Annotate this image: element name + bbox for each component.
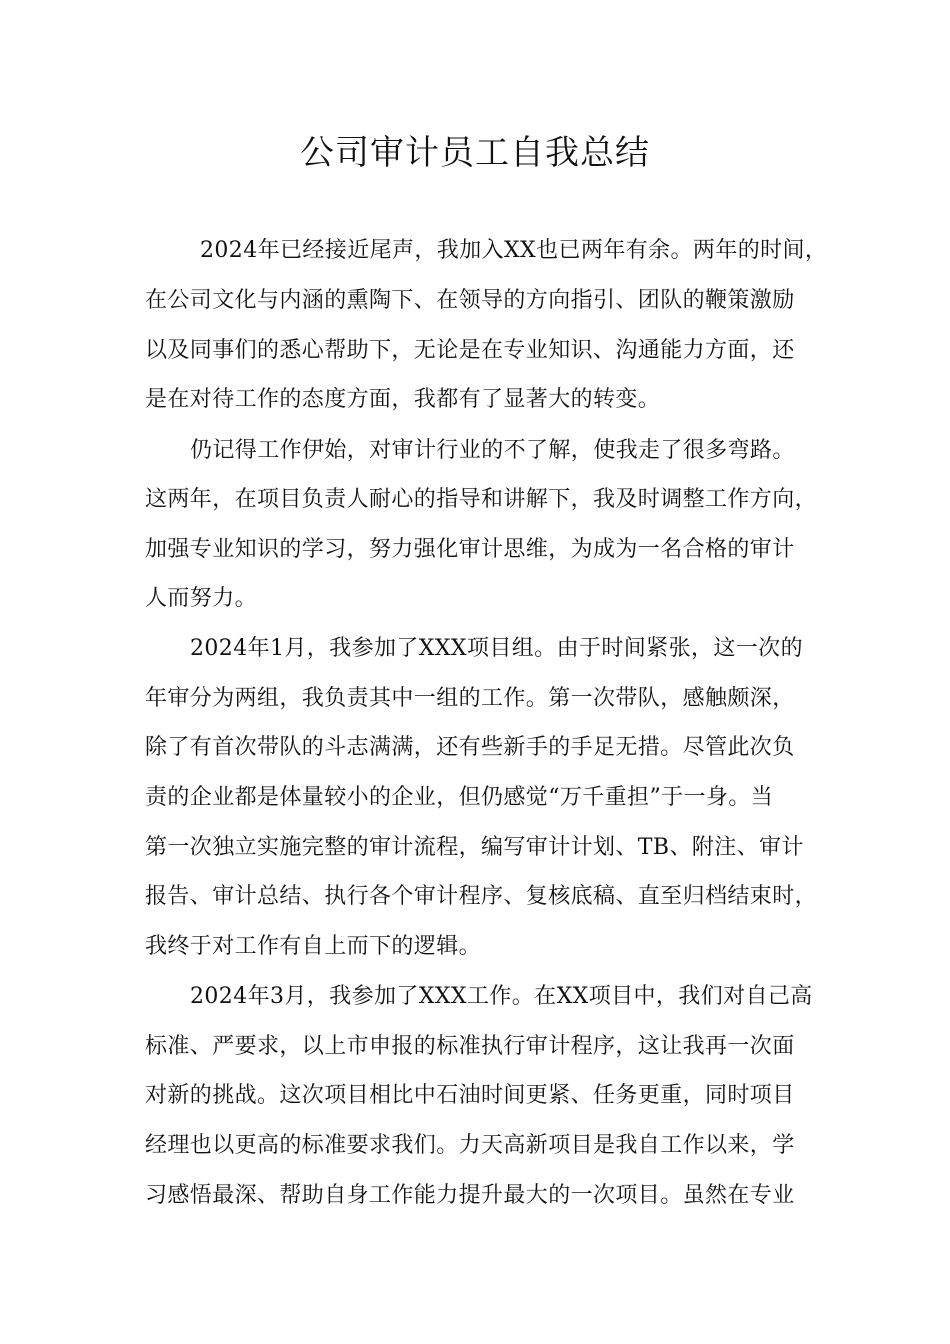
- paragraph-line: 在公司文化与内涵的熏陶下、在领导的方向指引、团队的鞭策激励: [145, 288, 795, 313]
- paragraph-line: 人而努力。: [145, 586, 258, 611]
- paragraph-line: 2024年3月，我参加了XXX工作。在XX项目中，我们对自己高: [190, 984, 813, 1009]
- paragraph-line: 加强专业知识的学习，努力强化审计思维，为成为一名合格的审计: [145, 537, 795, 562]
- paragraph-line: 习感悟最深、帮助自身工作能力提升最大的一次项目。虽然在专业: [145, 1183, 795, 1208]
- paragraph-line: 经理也以更高的标准要求我们。力天高新项目是我自工作以来，学: [145, 1133, 795, 1158]
- paragraph-line: 对新的挑战。这次项目相比中石油时间更紧、任务更重，同时项目: [145, 1083, 795, 1108]
- paragraph-line: 这两年，在项目负责人耐心的指导和讲解下，我及时调整工作方向，: [145, 487, 818, 512]
- paragraph-line: 是在对待工作的态度方面，我都有了显著大的转变。: [145, 387, 661, 412]
- paragraph-line: 2024年1月，我参加了XXX项目组。由于时间紧张，这一次的: [190, 636, 803, 661]
- paragraph-line: 除了有首次带队的斗志满满，还有些新手的手足无措。尽管此次负: [145, 735, 795, 760]
- paragraph-line: 标准、严要求，以上市申报的标准执行审计程序，这让我再一次面: [145, 1034, 795, 1059]
- paragraph-line: 第一次独立实施完整的审计流程，编写审计计划、TB、附注、审计: [145, 835, 804, 860]
- paragraph-line: 报告、审计总结、执行各个审计程序、复核底稿、直至归档结束时，: [145, 884, 818, 909]
- document-title: 公司审计员工自我总结: [300, 133, 650, 173]
- paragraph-line: 年审分为两组，我负责其中一组的工作。第一次带队，感触颇深，: [145, 686, 795, 711]
- paragraph-line: 责的企业都是体量较小的企业，但仍感觉“万千重担”于一身。当: [145, 785, 774, 810]
- paragraph-line: 我终于对工作有自上而下的逻辑。: [145, 934, 482, 959]
- paragraph-line: 仍记得工作伊始，对审计行业的不了解，使我走了很多弯路。: [190, 438, 795, 463]
- paragraph-line: 以及同事们的悉心帮助下，无论是在专业知识、沟通能力方面，还: [145, 338, 795, 363]
- paragraph-line: 2024年已经接近尾声，我加入XX也已两年有余。两年的时间，: [200, 238, 828, 263]
